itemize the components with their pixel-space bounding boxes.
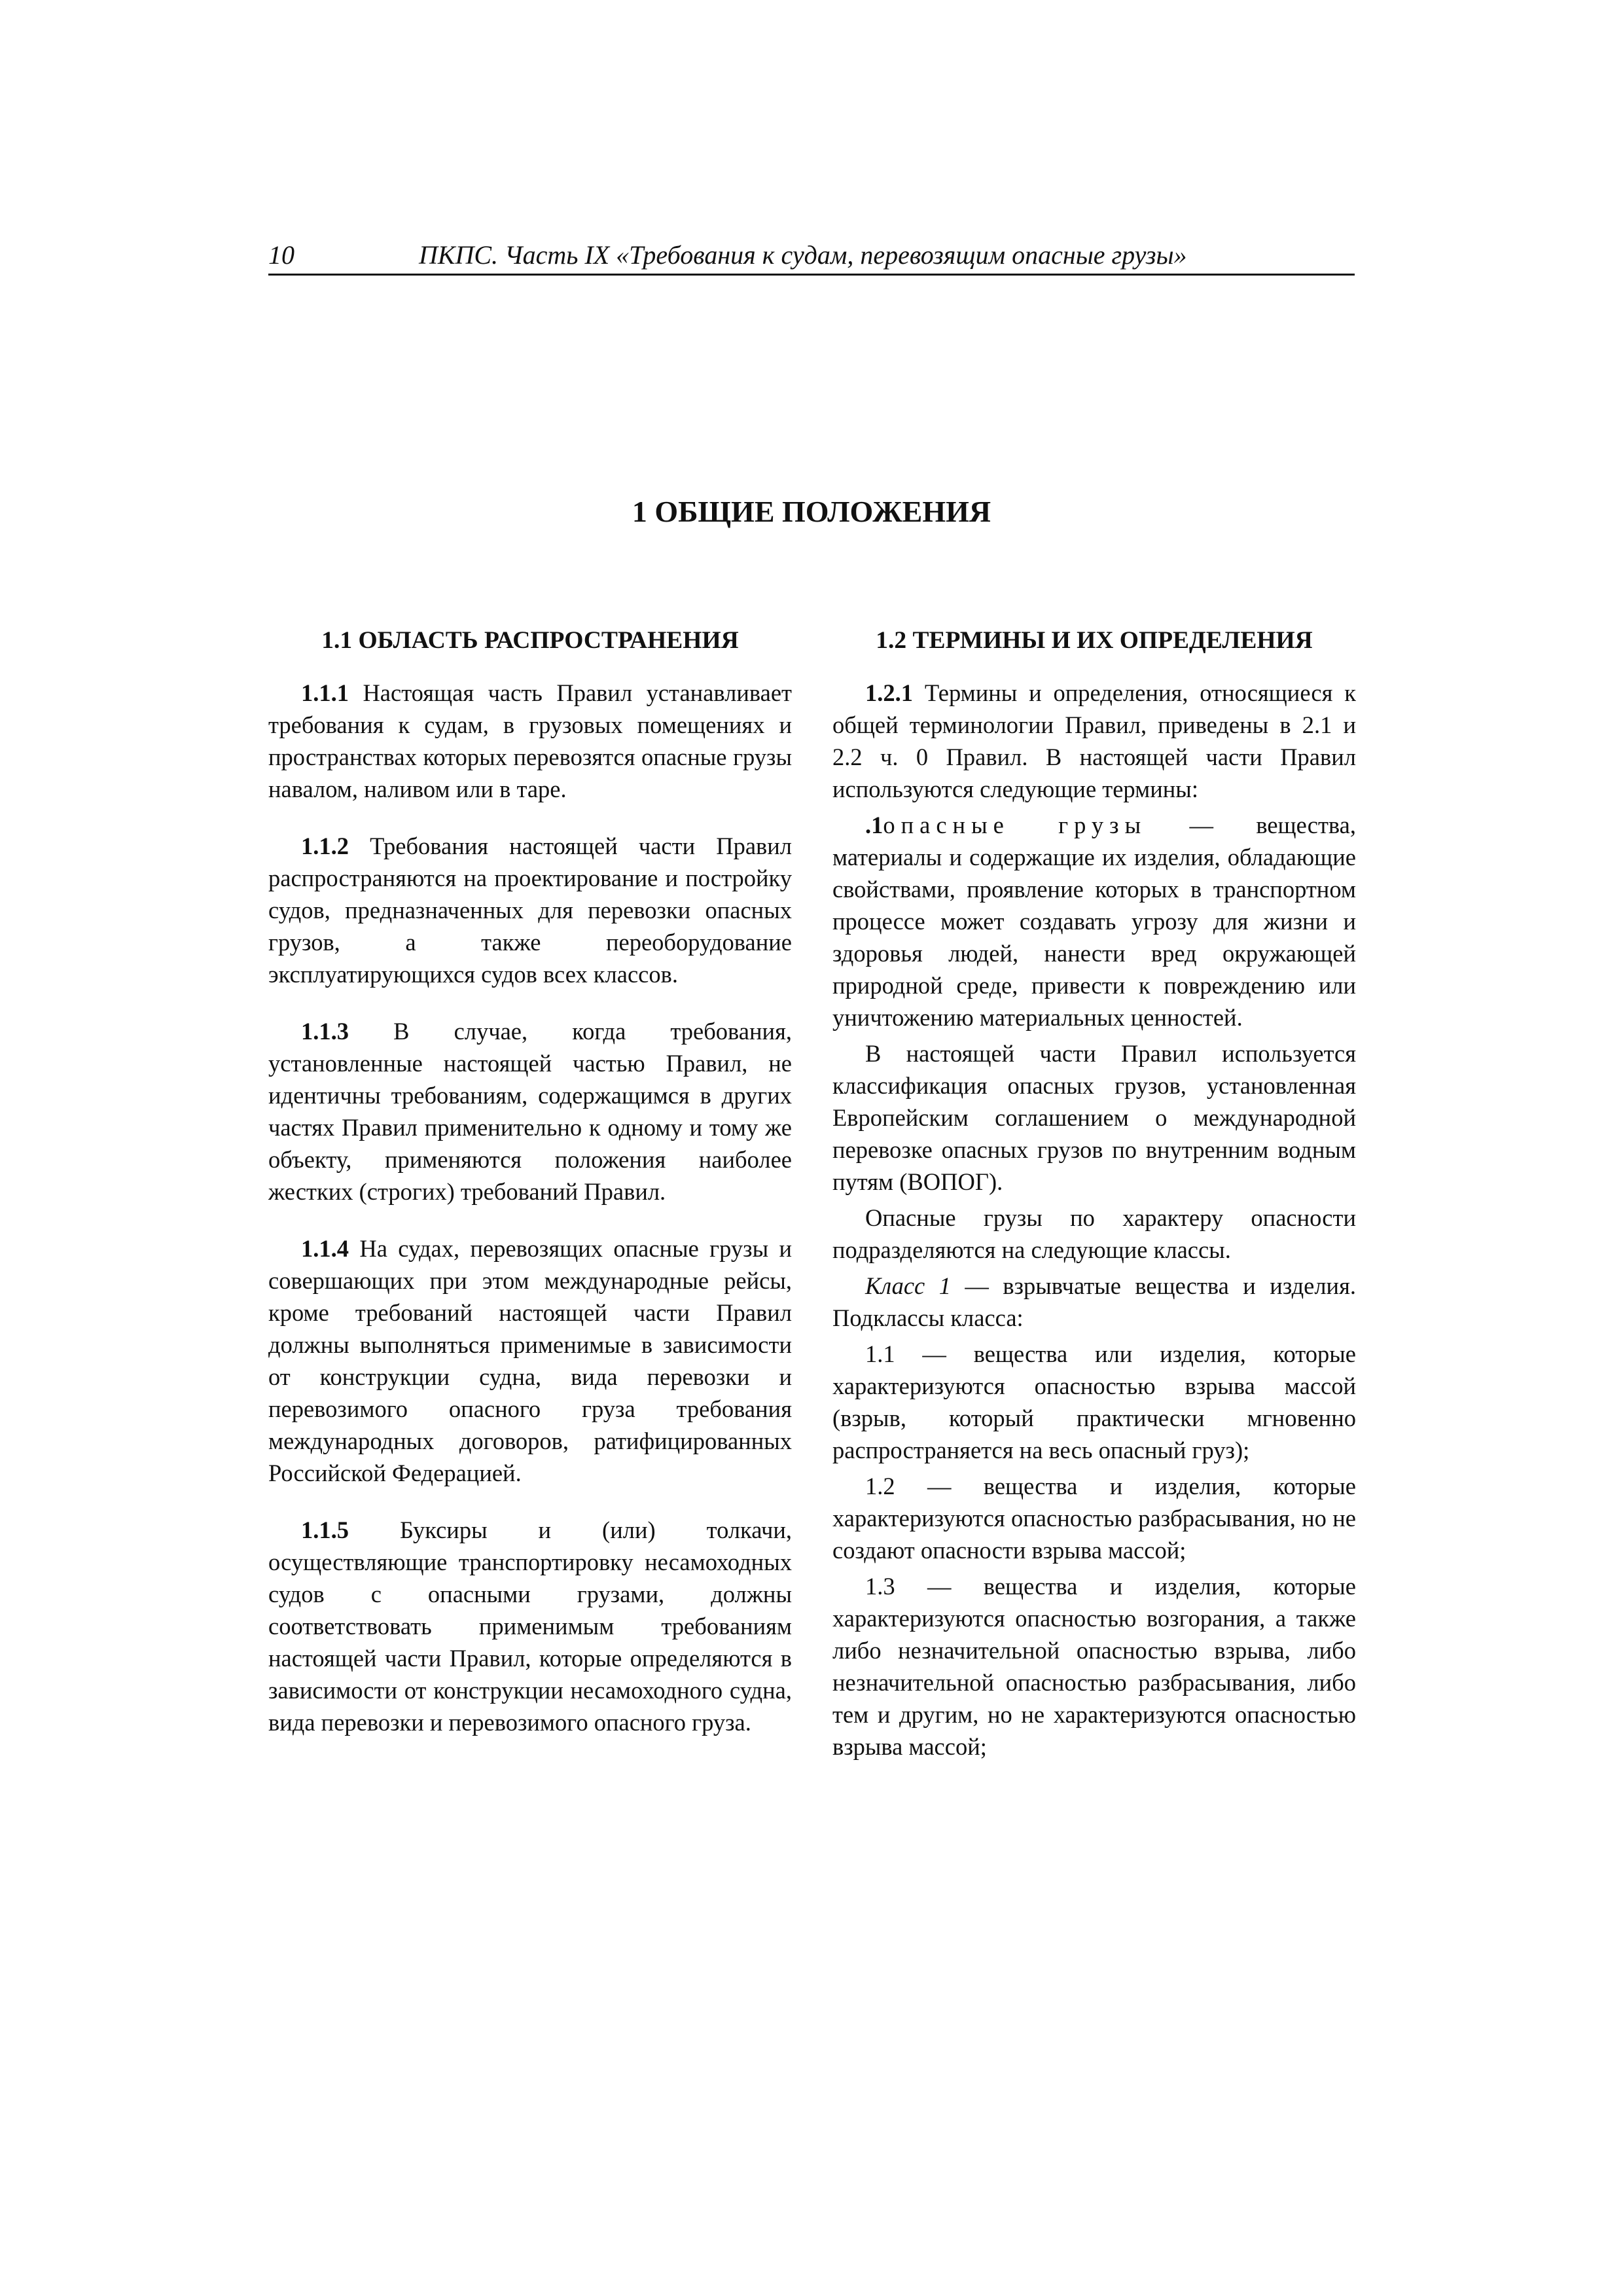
page-number: 10 bbox=[268, 240, 294, 270]
hazard-classes-paragraph: Опасные грузы по характеру опасности подразделяются на следующие классы. bbox=[832, 1204, 1356, 1263]
paragraph-1-1-4 bbox=[268, 1232, 792, 1489]
classification-paragraph: В настоящей части Правил используется классификация опасных грузов, установленная Европейским соглашением о международной перевозке опасных грузов по внутренним водным путям (ВОПОГ). bbox=[832, 1040, 1356, 1195]
term-definition bbox=[832, 809, 1356, 1033]
clause-number: 1.2.1 bbox=[865, 679, 913, 706]
right-column bbox=[832, 624, 1356, 1767]
clause-text: В случае, когда требования, установленные настоящей частью Правил, не идентичны требованиям, содержащимся в других частях Правил применительно к одному и тому же объекту, применяются положения наиболее жестких (строгих) требований Правил. bbox=[268, 1018, 792, 1205]
running-title: ПКПС. Часть IX «Требования к судам, перевозящим опасные грузы» bbox=[419, 240, 1187, 270]
left-column bbox=[268, 624, 792, 1763]
class-1-paragraph bbox=[832, 1270, 1356, 1334]
clause-text: Буксиры и (или) толкачи, осуществляющие транспортировку несамоходных судов с опасными грузами, должны соответствовать применимым требованиям настоящей части Правил, которые определяются в зависимости от конструкции несамоходного судна, вида перевозки и перевозимого опасного груза. bbox=[268, 1516, 792, 1736]
clause-text: Термины и определения, относящиеся к общей терминологии Правил, приведены в 2.1 и 2.2 ч. 0 Правил. В настоящей части Правил используются следующие термины: bbox=[832, 679, 1356, 802]
subclass-1-3: 1.3 — вещества и изделия, которые характеризуются опасностью возгорания, а также либо незначительной опасностью взрыва, либо незначительной опасностью разбрасывания, либо тем и другим, но не характеризуются опасностью взрыва массой; bbox=[832, 1573, 1356, 1760]
paragraph-1-1-2 bbox=[268, 830, 792, 990]
class-label: Класс 1 bbox=[865, 1272, 951, 1299]
subclass-1-2: 1.2 — вещества и изделия, которые характеризуются опасностью разбрасывания, но не создают опасности взрыва массой; bbox=[832, 1473, 1356, 1564]
clause-text: Требования настоящей части Правил распространяются на проектирование и постройку судов, предназначенных для перевозки опасных грузов, а также переоборудование эксплуатирующихся судов всех классов. bbox=[268, 833, 792, 988]
section-heading-1-1: 1.1 ОБЛАСТЬ РАСПРОСТРАНЕНИЯ bbox=[321, 627, 739, 654]
subclass-1-1: 1.1 — вещества или изделия, которые характеризуются опасностью взрыва массой (взрыв, который практически мгновенно распространяется на весь опасный груз); bbox=[832, 1340, 1356, 1463]
page-header bbox=[268, 237, 1355, 276]
section-heading-1-2: 1.2 ТЕРМИНЫ И ИХ ОПРЕДЕЛЕНИЯ bbox=[876, 627, 1313, 654]
chapter-title: 1 ОБЩИЕ ПОЛОЖЕНИЯ bbox=[632, 495, 991, 528]
term-number: .1 bbox=[865, 812, 883, 838]
clause-number: 1.1.2 bbox=[301, 833, 349, 859]
class-text: — взрывчатые вещества и изделия. Подклассы класса: bbox=[832, 1272, 1357, 1331]
paragraph-1-1-5 bbox=[268, 1514, 792, 1738]
clause-text: Настоящая часть Правил устанавливает требования к судам, в грузовых помещениях и пространствах которых перевозятся опасные грузы навалом, наливом или в таре. bbox=[268, 679, 792, 802]
clause-number: 1.1.1 bbox=[301, 679, 349, 706]
term-name: опасные грузы bbox=[883, 812, 1147, 838]
paragraph-1-1-1 bbox=[268, 677, 792, 805]
term-text: — вещества, материалы и содержащие их изделия, обладающие свойствами, проявление которых в транспортном процессе может создавать угрозу для жизни и здоровья людей, нанести вред окружающей природной среде, привести к повреждению или уничтожению материальных ценностей. bbox=[832, 812, 1356, 1031]
clause-number: 1.1.4 bbox=[301, 1235, 349, 1262]
clause-number: 1.1.5 bbox=[301, 1516, 349, 1543]
clause-number: 1.1.3 bbox=[301, 1018, 349, 1045]
paragraph-1-2-1 bbox=[832, 677, 1356, 805]
clause-text: На судах, перевозящих опасные грузы и совершающих при этом международные рейсы, кроме требований настоящей части Правил должны выполняться применимые в зависимости от конструкции судна, вида перевозки и перевозимого опасного груза требования международных договоров, ратифицированных Российской Федерацией. bbox=[268, 1235, 792, 1486]
paragraph-1-1-3 bbox=[268, 1015, 792, 1208]
